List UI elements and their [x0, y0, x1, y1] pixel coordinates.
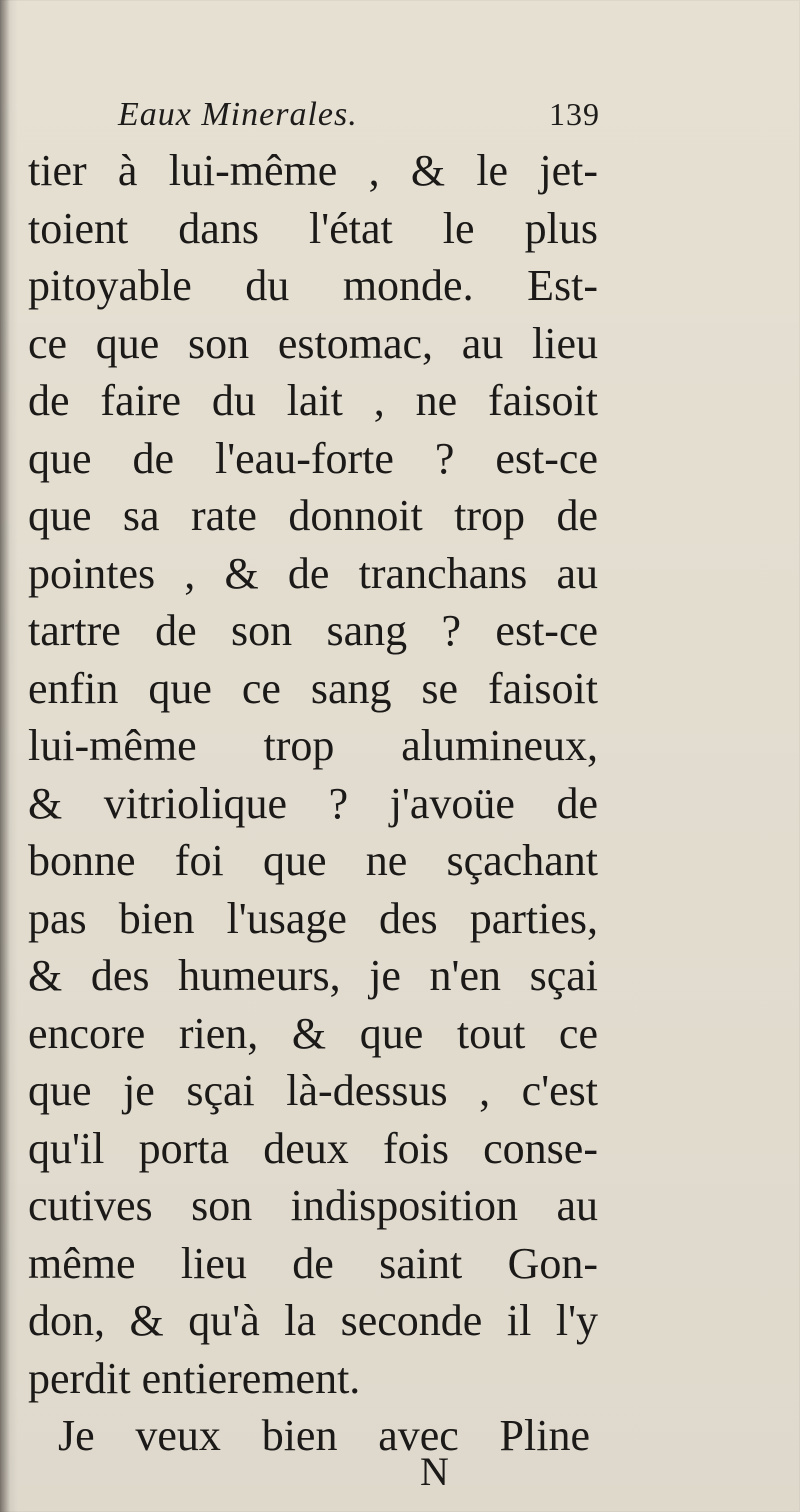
text-line: & des humeurs, je n'en sçai: [28, 951, 598, 1000]
text-line: de faire du lait , ne faisoit: [28, 376, 598, 425]
text-line: lui-même trop alumineux,: [28, 721, 598, 770]
text-line: bonne foi que ne sçachant: [28, 836, 598, 885]
text-line: même lieu de saint Gon-: [28, 1239, 598, 1288]
text-line: perdit entierement.: [28, 1354, 361, 1403]
running-title: Eaux Minerales.: [118, 96, 358, 133]
text-line: & vitriolique ? j'avoüe de: [28, 779, 598, 828]
text-line: tier à lui-même , & le jet-: [28, 146, 598, 195]
text-line: que je sçai là-dessus , c'est: [28, 1066, 598, 1115]
text-line: Je veux bien avec Pline: [58, 1411, 590, 1460]
text-line: que de l'eau-forte ? est-ce: [28, 434, 598, 483]
text-line: pitoyable du monde. Est-: [28, 261, 598, 310]
text-line: toient dans l'état le plus: [28, 204, 598, 253]
text-line: enfin que ce sang se faisoit: [28, 664, 598, 713]
text-line: cutives son indisposition au: [28, 1181, 598, 1230]
signature-mark: N: [420, 1449, 449, 1494]
spine-shadow: [0, 0, 10, 1512]
text-line: que sa rate donnoit trop de: [28, 491, 598, 540]
text-line: ce que son estomac, au lieu: [28, 319, 598, 368]
text-line: pas bien l'usage des parties,: [28, 894, 598, 943]
text-line: tartre de son sang ? est-ce: [28, 606, 598, 655]
text-line: qu'il porta deux fois conse-: [28, 1124, 598, 1173]
running-head: [118, 96, 600, 146]
text-line: encore rien, & que tout ce: [28, 1009, 598, 1058]
text-line: don, & qu'à la seconde il l'y: [28, 1296, 598, 1345]
page-number: 139: [549, 96, 600, 132]
text-line: pointes , & de tranchans au: [28, 549, 598, 598]
